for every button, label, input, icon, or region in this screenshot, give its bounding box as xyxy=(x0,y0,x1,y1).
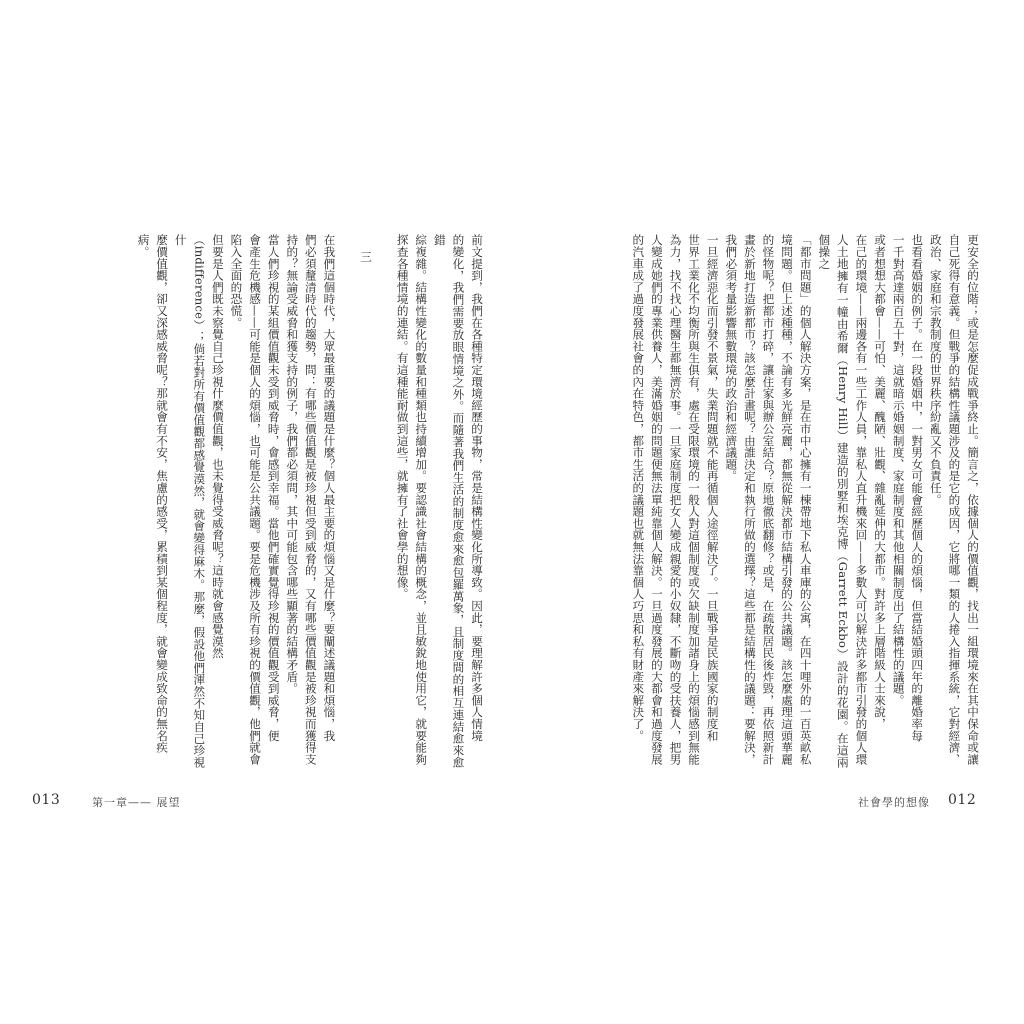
page-number: 013 xyxy=(32,792,61,808)
body-line: 探查各種情境的連結。有這種能耐做到這些，就擁有了社會學的想像。 xyxy=(395,234,410,600)
body-line: 的汽車成了過度發展社會的內在特色，都市生活的議題也就無法靠個人巧思和私有財產來解決了。 xyxy=(631,234,646,742)
body-line: 或者想想大都會——可怕、美麗、醜陋、壯觀、雜亂延伸的大都市。對許多上層階級人士來說， xyxy=(873,234,888,730)
body-line: 前文提到，我們在各種特定環境經歷的事物，常是結構性變化所導致。因此，要理解許多個人情境 xyxy=(470,234,484,742)
body-line: 世界工業化不均衡所與生俱有，處在受限環境的一般人對這個制度或欠缺制度加諸身上的煩惱感到無能 xyxy=(687,234,702,765)
body-line: 的變化，我們需要放眼情境之外。而隨著我們生活的制度愈來愈包羅萬象，且制度間的相互連結愈來愈錯 xyxy=(432,234,466,768)
body-line: 「都市問題」的個人解決方案，是在市中心擁有一棟帶地下私人車庫的公寓，在四十哩外的一百英畝私 xyxy=(798,234,813,765)
running-head: 第一章—— 展望 xyxy=(92,796,181,809)
page-number: 012 xyxy=(948,792,977,808)
body-line: 我們必須考量影響無數環境的政治和經濟議題。 xyxy=(724,234,739,482)
body-line: 病。 xyxy=(136,234,151,258)
body-line: 為力，找不找心理醫生都無濟於事。一旦家庭制度把女人變成親愛的小奴隸，不斷吻的受扶養人，把男 xyxy=(668,234,683,765)
running-head: 社會學的想像 xyxy=(858,796,930,809)
body-line: 人土地擁有一幢由希爾（Henry Hill）建造的別墅和埃克博（Garrett Eckbo）設計的花園。在這兩個操之 xyxy=(817,234,850,768)
body-line: 當人們珍視的某組價值觀未受到威脅時，會感到幸福。當他們確實覺得珍視的價值觀受到威脅，便 xyxy=(266,234,281,742)
left-page-body xyxy=(56,234,486,768)
body-line: 在我們這個時代，大眾最重要的議題是什麼？個人最主要的煩惱又是什麼？要闡述議題和煩惱，我 xyxy=(322,234,337,742)
body-line: （indifference）；倘若對所有價值觀都感覺漠然，就會變得麻木。那麼，假設他們渾然不知自己珍視什 xyxy=(173,234,207,768)
body-line: 麼價值觀，卻又深感威脅呢？那就會有不安，焦慮的感受，累積到某個程度，就會變成致命的無名疾 xyxy=(155,234,170,754)
section-gap xyxy=(338,234,356,768)
body-line: 更安全的位階；或是怎麼促成戰爭終止。簡言之，依據個人的價值觀，找出一組環境來在其中保命或讓 xyxy=(966,234,980,765)
body-line: 也看看婚姻的例子。在一段婚姻中，一對男女可能會經歷個人的煩惱，但當結婚頭四年的離婚率每 xyxy=(910,234,925,742)
body-line: 一旦經濟惡化而引發不景氣，失業問題就不能再循個人途徑解決了。一旦戰爭是民族國家的制度和 xyxy=(705,234,720,742)
body-line: 的怪物呢？把都市打碎，讓住家與辦公室結合？原地徹底翻修？或是，在疏散居民後炸毀，再依照新計 xyxy=(761,234,776,765)
section-gap xyxy=(375,234,393,768)
right-page-body xyxy=(586,234,982,768)
body-line: 境問題。但上述種種，不論有多光鮮亮麗，都無從解決都市結構引發的公共議題。該怎麼處理這頭華麗 xyxy=(780,234,795,765)
body-line: 但要是人們既未察覺自己珍視什麼價值觀，也未覺得受威脅呢？這時就會感覺漠然 xyxy=(210,234,225,659)
body-line: 們必須釐清時代的趨勢，問：有哪些價值觀是被珍視但受到威脅的，又有哪些價值觀是被珍視而獲得支 xyxy=(303,234,318,765)
body-line: 會產生危機感——可能是個人的煩惱，也可能是公共議題。要是危機涉及所有珍視的價值觀，他們就會 xyxy=(248,234,263,765)
body-line: 陷入全面的恐慌。 xyxy=(229,234,244,329)
section-heading: 三 xyxy=(359,251,374,264)
body-line: 畫於新地打造新都市？該怎麼計畫呢？由誰決定和執行所做的選擇？這些都是結構性的議題：要解決， xyxy=(742,234,757,765)
body-line: 綜複雜。結構性變化的數量和種類也持續增加。要認識社會結構的概念，並且敏銳地使用它，就要能夠 xyxy=(414,234,429,765)
body-line: 政治、家庭和宗教制度的世界秩序紛亂又不負責任。 xyxy=(928,234,943,506)
body-line: 一千對高達兩百五十對，這就暗示婚姻制度、家庭制度和其他相關制度出了結構性的議題。 xyxy=(891,234,906,706)
body-line: 持的？無論受威脅和獲支持的例子，我們都必須問，其中可能包含哪些顯著的結構矛盾。 xyxy=(285,234,300,695)
body-line: 自己死得有意義。但戰爭的結構性議題涉及的是它的成因，它將哪一類的人捲入指揮系統，它對經濟、 xyxy=(947,234,962,765)
body-line: 人變成她們的專業供養人，美滿婚姻的問題便無法單純靠個人解決。一旦過度發展的大都會和過度發展 xyxy=(649,234,664,765)
body-line: 在己的環境——兩邊各有一些工作人員，靠私人直升機來回——多數人可以解決許多都市引發的個人環 xyxy=(854,234,869,765)
